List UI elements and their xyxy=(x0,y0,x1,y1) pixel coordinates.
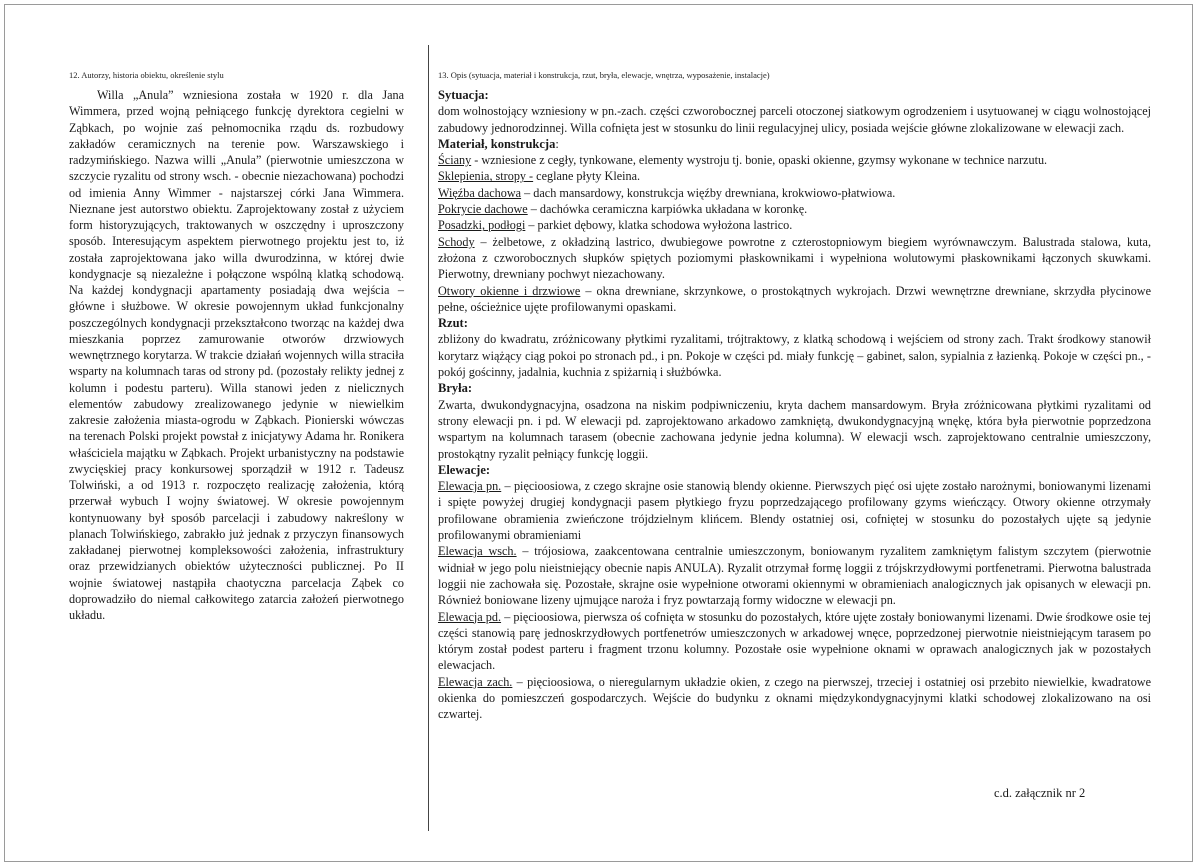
sklepienia-label: Sklepienia, stropy - xyxy=(438,169,534,184)
wiezba-label: Więźba dachowa xyxy=(438,185,522,200)
wiezba-entry: Więźba dachowa – dach mansardowy, konstrukcja więźby drewniana, krokwiowo-płatwiowa. xyxy=(438,185,896,200)
sciany-label: Ściany xyxy=(438,153,472,168)
elewacje-heading: Elewacje: xyxy=(438,462,491,477)
document-page xyxy=(4,4,1193,862)
history-text: Willa „Anula” wzniesiona została w 1920 r. dla Jana Wimmera, przed wojną pełniącego funkcję dyrektora cegielni w Ząbkach, po wojnie zaś pełnomocnika rządu ds. rozbudowy zakładów ceramicznych na terenie pow. Warszawskiego i radzymińskiego. Nazwa willi „Anula” (pierwotnie umieszczona w szczycie ryzalitu od strony wsch. - obecnie niezachowana) pochodzi od imienia Anny Wimmer - najstarszej córki Jana Wimmera. Nieznane jest autorstwo obiektu. Zaprojektowany został z użyciem form historyzujących, traktowanych w oszczędny i uproszczony sposób. Interesującym aspektem pierwotnego projektu jest to, iż została zaprojektowana jako willa dwurodzinna, w której dwie kondygnacje są niezależne i połączone wspólną klatką schodową. Na każdej kondygnacji apartamenty posiadają dwa wejścia – główne i służbowe. W okresie powojennym układ funkcjonalny poszczególnych kondygnacji przekształcono tworząc na każdej dwa mieszkania poprzez zamurowanie otworów drzwiowych wewnętrznego korytarza. W trakcie działań wojennych willa straciła wsparty na kolumnach taras od strony pd. (pozostały relikty jednej z kolumn i podestu parteru). Willa stanowi jeden z nielicznych elementów zabudowy zrealizowanego jedynie w niewielkim zakresie założenia miasta-ogrodu w Ząbkach. Pionierski wówczas na terenach Polski projekt powstał z inicjatywy Adama hr. Ronikera właściciela majątku w Ząbkach. Projekt urbanistyczny na podstawie zwycięskiej pracy konkursowej sporządził w 1912 r. Tadeusz Tolwiński, a od 1913 r. rozpoczęto realizację założenia, którą przerwał wybuch I wojny światowej. W okresie powojennym kontynuowany był sposób parcelacji i zabudowy nakreślony w planach Tolwińskiego, zabrakło już jednak z przyczyn finansowych zakładanej pierwotnej kompleksowości założenia, infrastruktury oraz przewidzianych obiektów użyteczności publicznej. Po II wojnie światowej nastąpiła chaotyczna parcelacja Ząbek co doprowadziło do niemal całkowitego zatarcia założeń pierwotnego układu. xyxy=(69,88,404,622)
left-column xyxy=(69,69,404,623)
sciany-entry: Ściany - wzniesione z cegły, tynkowane, elementy wystroju tj. bonie, opaski okienne, gzymsy wykonane w technice narzutu. xyxy=(438,153,1048,168)
elewacja-wsch-label: Elewacja wsch. xyxy=(438,544,517,559)
rzut-heading: Rzut: xyxy=(438,316,468,331)
elewacja-pn-label: Elewacja pn. xyxy=(438,479,502,494)
material-heading: Materiał, konstrukcja: xyxy=(438,136,559,151)
right-column xyxy=(438,69,1151,723)
otwory-label: Otwory okienne i drzwiowe xyxy=(438,283,581,298)
posadzki-label: Posadzki, podłogi xyxy=(438,218,526,233)
posadzki-entry: Posadzki, podłogi – parkiet dębowy, klatka schodowa wyłożona lastrico. xyxy=(438,218,793,233)
sytuacja-text: dom wolnostojący wzniesiony w pn.-zach. części czworobocznej parceli otoczonej siatkowym ogrodzeniem i usytuowanej w ciągu wolnostojącej zabudowy jednorodzinnej. Willa cofnięta jest w stosunku do linii regulacyjnej ulicy, posiada wejście główne zlokalizowane w elewacji zach. xyxy=(438,104,1151,135)
section-12-header: 12. Autorzy, historia obiektu, określenie stylu xyxy=(69,70,224,80)
bryla-heading: Bryła: xyxy=(438,381,473,396)
schody-label: Schody xyxy=(438,234,475,249)
bryla-text: Zwarta, dwukondygnacyjna, osadzona na niskim podpiwniczeniu, kryta dachem mansardowym. Bryła zróżnicowana płytkimi ryzalitami od strony elewacji pn. i pd. W elewacji pd. zaprojektowano arkadowo zamkniętą, dwukondygnacyjną wnękę, która była pierwotnie poprzedzona wspartym na kolumnach tarasem (obecnie zachowana jedynie jedna kolumna). W elewacji wsch. zaprojektowano centralnie umieszczony, prostokątny ryzalit pełniący funkcję loggii. xyxy=(438,397,1151,461)
elewacja-pd-label: Elewacja pd. xyxy=(438,609,502,624)
elewacja-zach-entry: Elewacja zach. – pięcioosiowa, o nieregularnym układzie okien, z czego na pierwszej, trzeciej i ostatniej osi przebito niewielkie, kwadratowe okienka do pomieszczeń gospodarczych. Wejście do budynku z oknami międzykondygnacyjnymi klatki schodowej zlokalizowano na osi czwartej. xyxy=(438,674,1151,722)
sytuacja-heading: Sytuacja: xyxy=(438,88,489,102)
elewacja-wsch-entry: Elewacja wsch. – trójosiowa, zaakcentowana centralnie umieszczonym, boniowanym ryzalitem zamkniętym falistym szczytem (pierwotnie widniał w jego polu nieistniejący obecnie napis ANULA). Ryzalit otrzymał formę loggii z trójskrzydłowymi portfenetrami. Pierwotna balustrada loggii nie zachowała się. Pozostałe, skrajne osie wypełnione otworami okiennymi w obramieniach analogicznych jak opisanych w elewacji pn. Również boniowane lizeny ujmujące naroża i fryz powtarzają formy widoczne w elewacji pn. xyxy=(438,544,1151,608)
rzut-text: zbliżony do kwadratu, zróżnicowany płytkimi ryzalitami, trójtraktowy, z klatką schodową i wejściem od strony zach. Trakt środkowy stanowił korytarz wiążący ciąg pokoi po stronach pd., i pn. Pokoje w części pd. miały funkcję – gabinet, salon, sypialnia z łazienką. Pokoje w części pn., - pokój gościnny, jadalnia, kuchnia z spiżarnią i służbówka. xyxy=(438,332,1151,380)
attachment-note: c.d. załącznik nr 2 xyxy=(994,786,1086,800)
column-divider xyxy=(428,45,429,831)
elewacja-zach-label: Elewacja zach. xyxy=(438,674,513,689)
sklepienia-entry: Sklepienia, stropy - ceglane płyty Kleina. xyxy=(438,169,641,184)
pokrycie-entry: Pokrycie dachowe – dachówka ceramiczna karpiówka układana w koronkę. xyxy=(438,202,808,217)
elewacja-pn-entry: Elewacja pn. – pięcioosiowa, z czego skrajne osie stanowią blendy okienne. Pierwszych pięć osi ujęte zostało narożnymi, boniowanymi lizenami i spięte powyżej drugiej kondygnacji pasem płytkiego fryzu poprzedzającego profilowany gzyms wieńczący. Otwory okienne otrzymały profilowane obramienia zwieńczone trójdzielnym klińcem. Blendy ostatniej osi, cofniętej w stosunku do pozostałych ujęte są jedynie profilowanymi obramieniami xyxy=(438,479,1152,543)
pokrycie-label: Pokrycie dachowe xyxy=(438,202,528,217)
elewacja-pd-entry: Elewacja pd. – pięcioosiowa, pierwsza oś cofnięta w stosunku do pozostałych, które ujęte zostały boniowanymi lizenami. Dwie środkowe osie tej części stanowią parę jednoskrzydłowych portfenetrów umieszczonych w arkadowej wnęce, poprzedzonej pierwotnie nieistniejącym tarasem po którym został podest parteru i fragment trzonu kolumny. Pozostałe osie wypełnione oknami w oprawach analogicznych jak w pozostałych elewacjach. xyxy=(438,609,1152,673)
schody-entry: Schody – żelbetowe, z okładziną lastrico, dwubiegowe powrotne z czterostopniowym biegiem wyrównawczym. Balustrada stalowa, kuta, złożona z czworobocznych słupków spiętych poziomymi płaskownikami i wypełniona wolutowymi płaskownikami łączonych skuwkami. Pierwotny, drewniany pochwyt niezachowany. xyxy=(438,234,1151,282)
section-13-header: 13. Opis (sytuacja, materiał i konstrukcja, rzut, bryła, elewacje, wnętrza, wyposażenie, instalacje) xyxy=(438,70,770,80)
otwory-entry: Otwory okienne i drzwiowe – okna drewniane, skrzynkowe, o prostokątnych wykrojach. Drzwi wewnętrzne drewniane, skrzydła płycinowe pełne, ościeżnice ujęte profilowanymi opaskami. xyxy=(438,283,1151,314)
